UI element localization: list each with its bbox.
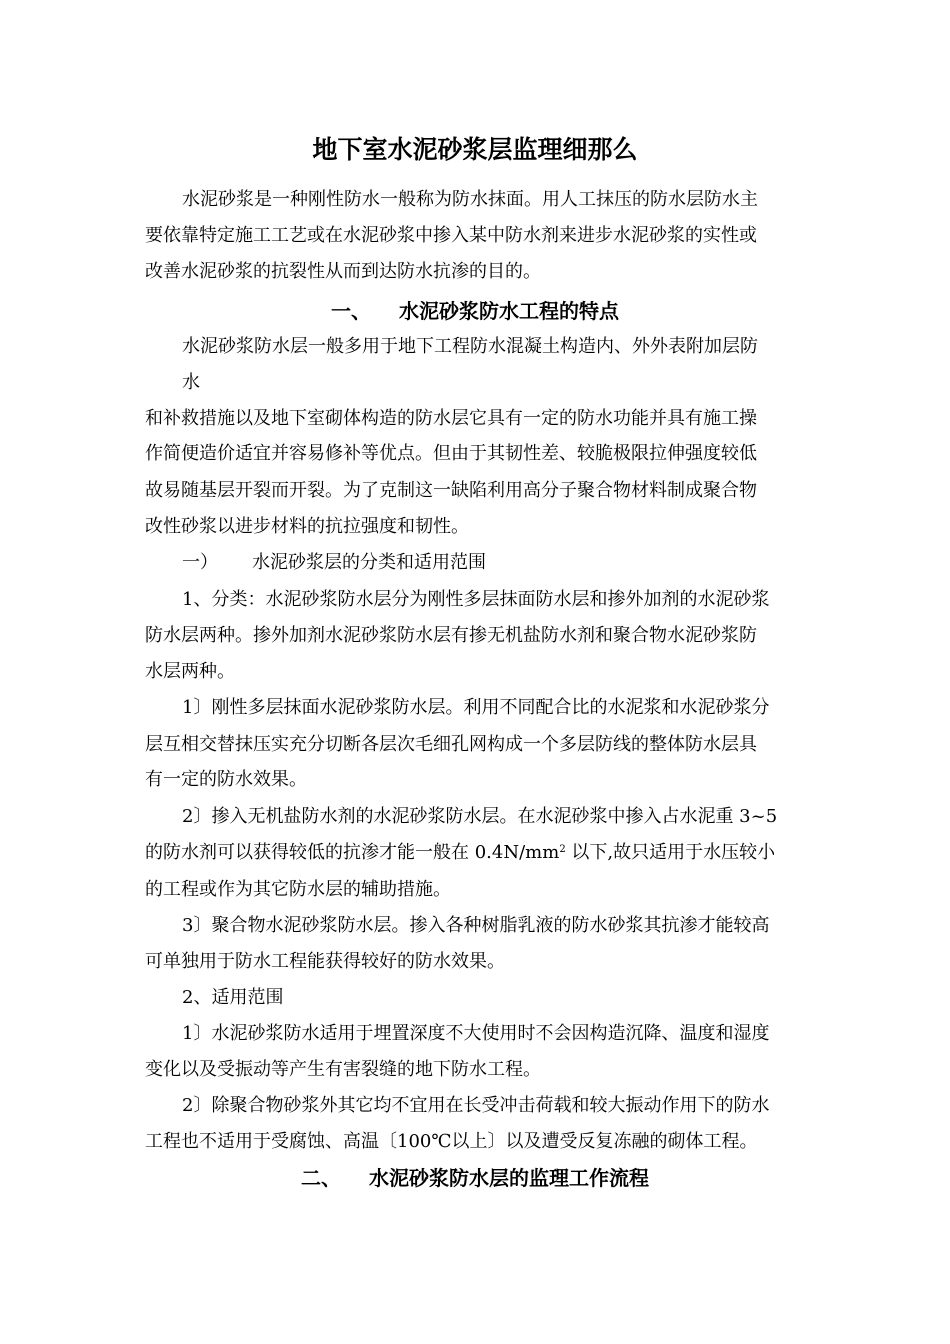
paragraph-line: 水 bbox=[182, 372, 200, 393]
paragraph-line: 可单独用于防水工程能获得较好的防水效果。 bbox=[145, 951, 505, 972]
paragraph-line: 改性砂浆以进步材料的抗拉强度和韧性。 bbox=[145, 516, 469, 537]
paragraph-line: 1、分类：水泥砂浆防水层分为刚性多层抹面防水层和掺外加剂的水泥砂浆 bbox=[182, 589, 770, 610]
section-heading-2 bbox=[0, 1163, 950, 1193]
paragraph-line: 作简便造价适宜并容易修补等优点。但由于其韧性差、较脆极限拉伸强度较低 bbox=[145, 443, 757, 464]
subsection-heading bbox=[182, 550, 805, 576]
section-title: 水泥砂浆防水层的监理工作流程 bbox=[369, 1166, 649, 1190]
paragraph-line: 防水层两种。掺外加剂水泥砂浆防水层有掺无机盐防水剂和聚合物水泥砂浆防 bbox=[145, 625, 757, 646]
document-title: 地下室水泥砂浆层监理细那么 bbox=[312, 135, 638, 164]
paragraph-line bbox=[145, 840, 805, 866]
section-heading-1 bbox=[0, 296, 950, 326]
paragraph-line: 水层两种。 bbox=[145, 661, 235, 682]
intro-line: 水泥砂浆是一种刚性防水一般称为防水抹面。用人工抹压的防水层防水主 bbox=[182, 189, 758, 210]
paragraph-line: 的工程或作为其它防水层的辅助措施。 bbox=[145, 879, 451, 900]
paragraph-line: 工程也不适用于受腐蚀、高温〔100℃以上〕以及遭受反复冻融的砌体工程。 bbox=[145, 1131, 758, 1152]
text-run: 的防水剂可以获得较低的抗渗才能一般在 0.4N/mm bbox=[145, 842, 560, 863]
subsection-title: 水泥砂浆层的分类和适用范围 bbox=[252, 552, 486, 573]
paragraph-line: 2、适用范围 bbox=[182, 987, 284, 1008]
paragraph-line: 变化以及受振动等产生有害裂缝的地下防水工程。 bbox=[145, 1059, 541, 1080]
text-run: 以下,故只适用于水压较小 bbox=[565, 842, 776, 863]
section-number: 二、 bbox=[301, 1166, 341, 1190]
subsection-number: 一） bbox=[182, 552, 218, 573]
paragraph-line: 故易随基层开裂而开裂。为了克制这一缺陷利用高分子聚合物材料制成聚合物 bbox=[145, 480, 757, 501]
paragraph-line: 和补救措施以及地下室砌体构造的防水层它具有一定的防水功能并具有施工操 bbox=[145, 408, 757, 429]
paragraph-line: 1〕水泥砂浆防水适用于埋置深度不大使用时不会因构造沉降、温度和湿度 bbox=[182, 1023, 770, 1044]
paragraph-line: 水泥砂浆防水层一般多用于地下工程防水混凝土构造内、外外表附加层防 bbox=[182, 336, 758, 357]
intro-line: 要依靠特定施工工艺或在水泥砂浆中掺入某中防水剂来进步水泥砂浆的实性或 bbox=[145, 225, 757, 246]
paragraph-line: 2〕掺入无机盐防水剂的水泥砂浆防水层。在水泥砂浆中掺入占水泥重 3~5 bbox=[182, 806, 778, 827]
section-title: 水泥砂浆防水工程的特点 bbox=[399, 299, 619, 323]
paragraph-line: 3〕聚合物水泥砂浆防水层。掺入各种树脂乳液的防水砂浆其抗渗才能较高 bbox=[182, 915, 770, 936]
superscript: 2 bbox=[559, 844, 566, 855]
section-number: 一、 bbox=[331, 299, 371, 323]
paragraph-line: 2〕除聚合物砂浆外其它均不宜用在长受冲击荷载和较大振动作用下的防水 bbox=[182, 1095, 770, 1116]
paragraph-line: 层互相交替抹压实充分切断各层次毛细孔网构成一个多层防线的整体防水层具 bbox=[145, 734, 757, 755]
paragraph-line: 有一定的防水效果。 bbox=[145, 769, 307, 790]
intro-line: 改善水泥砂浆的抗裂性从而到达防水抗渗的目的。 bbox=[145, 261, 541, 282]
paragraph-line: 1〕刚性多层抹面水泥砂浆防水层。利用不同配合比的水泥浆和水泥砂浆分 bbox=[182, 697, 770, 718]
